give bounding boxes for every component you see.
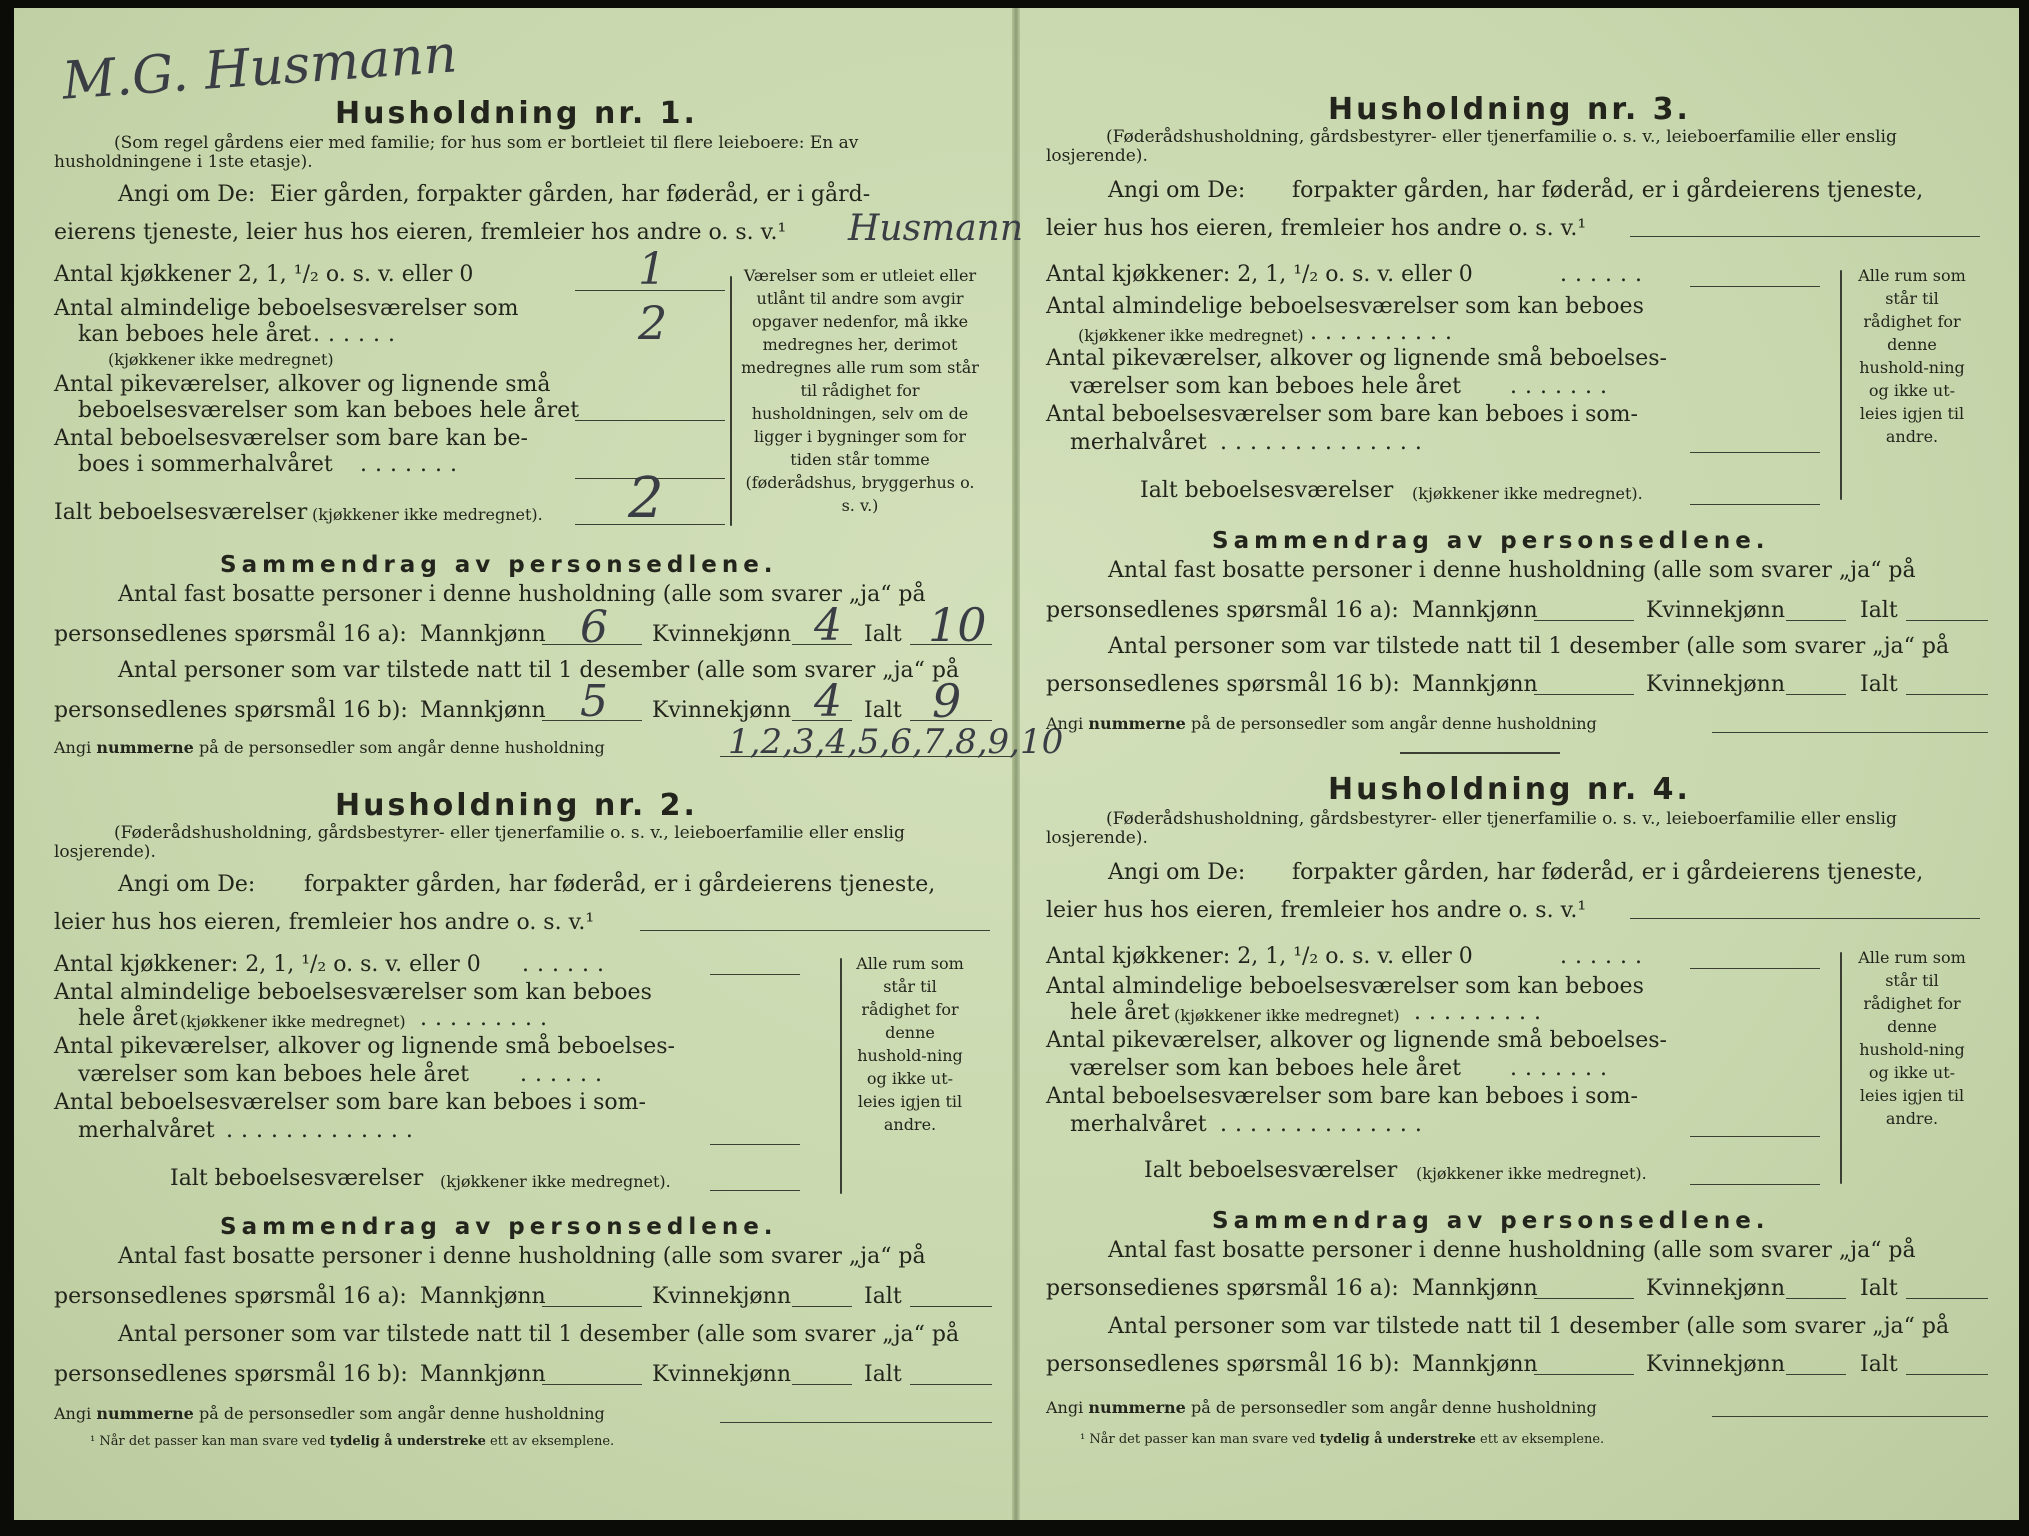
right-footnote: ¹ Når det passer kan man svare ved tydelig å understreke ett av eksemplene. (1080, 1432, 1605, 1447)
h1-side-note: Værelser som er utleiet eller utlånt til andre som avgir opgaver nedenfor, må ikke medregnes her, derimot medregnes alle rum som står til rådighet for husholdningen, selv om de ligger i bygninger som for tiden står tomme (føderådshus, bryggerhus o. s. v.) (741, 266, 979, 515)
h1-ordinary-label: Antal almindelige beboelsesværelser som (54, 296, 519, 321)
h4-16b-women-line (1786, 1374, 1846, 1375)
h2-side-note: Alle rum som står til rådighet for denne hushold-ning og ikke ut-leies igjen til andre. (856, 954, 964, 1134)
h1-kitchens-value: 1 (638, 244, 666, 295)
h2-16a-women-line (792, 1306, 852, 1307)
h4-16a-women-label: Kvinnekjønn (1646, 1276, 1785, 1301)
h2-brace (840, 958, 842, 1194)
h2-16a-total-label: Ialt (864, 1284, 902, 1309)
h3-side-note: Alle rum som står til rådighet for denne hushold-ning og ikke ut-leies igjen til andre. (1858, 266, 1966, 446)
h2-ordinary-label: Antal almindelige beboelsesværelser som kan beboes (54, 980, 652, 1005)
h2-16b-men-line (542, 1384, 642, 1385)
h1-ordinary-dots: ....... (298, 322, 403, 347)
h3-summer-label2: merhalvåret (1070, 430, 1207, 455)
h4-summer-label2: merhalvåret (1070, 1112, 1207, 1137)
h2-16b-total-label: Ialt (864, 1362, 902, 1387)
h1-16b-men-label: Mannkjønn (420, 698, 546, 723)
h4-numbers-line (1712, 1416, 1988, 1417)
h3-summer-line (1690, 452, 1820, 453)
h1-total-note: (kjøkkener ikke medregnet). (312, 505, 543, 524)
h3-present-label: Antal personer som var tilstede natt til 1 desember (alle som svarer „ja“ på (1108, 634, 1950, 659)
h3-total-note: (kjøkkener ikke medregnet). (1412, 484, 1643, 503)
handwritten-annotation: M.G. Husmann (60, 24, 459, 112)
h2-16b-men-label: Mannkjønn (420, 1362, 546, 1387)
household-3-note: (Føderådshusholdning, gårdsbestyrer- eller tjenerfamilie o. s. v., leieboerfamilie eller enslig losjerende). (1046, 127, 1897, 166)
h4-ordinary-note: (kjøkkener ikke medregnet) (1174, 1006, 1400, 1025)
h2-maid-label2: værelser som kan beboes hele året (78, 1062, 469, 1087)
h4-kitchens-label: Antal kjøkkener: 2, 1, ¹/₂ o. s. v. eller 0 (1046, 944, 1473, 969)
h4-summer-label: Antal beboelsesværelser som bare kan beboes i som- (1046, 1084, 1638, 1109)
h1-16b-label: personsedlenes spørsmål 16 b): (54, 698, 408, 723)
left-page (30, 0, 1064, 1510)
h1-ask-line1: Eier gården, forpakter gården, har føderåd, er i gård- (270, 182, 871, 207)
h4-16b-total-label: Ialt (1860, 1352, 1898, 1377)
h4-summer-dots: .............. (1220, 1112, 1430, 1137)
h1-summer-label2: boes i sommerhalvåret (78, 452, 333, 477)
h3-16a-label: personsedlenes spørsmål 16 a): (1046, 598, 1399, 623)
h2-16a-label: personsedlenes spørsmål 16 a): (54, 1284, 407, 1309)
h3-maid-label: Antal pikeværelser, alkover og lignende små beboelses- (1046, 346, 1667, 371)
h3-total-label: Ialt beboelsesværelser (1140, 478, 1394, 503)
h4-ordinary-label: Antal almindelige beboelsesværelser som kan beboes (1046, 974, 1644, 999)
h4-16a-men-line (1534, 1298, 1634, 1299)
h2-ask-line2: leier hus hos eieren, fremleier hos andre o. s. v.¹ (54, 910, 595, 935)
household-2-title: Husholdning nr. 2. (335, 788, 698, 823)
h1-summer-dots: ....... (360, 452, 465, 477)
h1-ordinary-note: (kjøkkener ikke medregnet) (108, 350, 334, 369)
h1-16a-men-value: 6 (580, 602, 608, 653)
h2-summer-line (710, 1144, 800, 1145)
h3-ask-line2: leier hus hos eieren, fremleier hos andre o. s. v.¹ (1046, 216, 1587, 241)
h1-total-value: 2 (628, 466, 664, 531)
h1-16a-total-label: Ialt (864, 622, 902, 647)
h4-16b-label: personsedlenes spørsmål 16 b): (1046, 1352, 1400, 1377)
h4-ask-line (1630, 918, 1980, 919)
h2-present-label: Antal personer som var tilstede natt til 1 desember (alle som svarer „ja“ på (118, 1322, 960, 1347)
h1-16b-men-value: 5 (580, 676, 608, 727)
h4-16b-total-line (1906, 1374, 1988, 1375)
h4-maid-dots: ....... (1510, 1056, 1615, 1081)
h1-16a-women-label: Kvinnekjønn (652, 622, 791, 647)
h3-summer-dots: .............. (1220, 430, 1430, 455)
h3-ask-line (1630, 236, 1980, 237)
h2-16a-total-line (910, 1306, 992, 1307)
h1-16b-women-value: 4 (814, 676, 842, 727)
h4-16a-total-line (1906, 1298, 1988, 1299)
h1-summer-label: Antal beboelsesværelser som bare kan be- (54, 426, 528, 451)
h4-numbers-label: Angi nummerne på de personsedler som angår denne husholdning (1046, 1398, 1597, 1417)
h2-ordinary-label2: hele året (78, 1006, 178, 1031)
h4-kitchens-dots: ...... (1560, 944, 1650, 969)
h4-summary-title: Sammendrag av personsedlene. (1212, 1208, 1770, 1234)
h2-fixed-label: Antal fast bosatte personer i denne husholdning (alle som svarer „ja“ på (118, 1244, 926, 1269)
h2-16a-men-label: Mannkjønn (420, 1284, 546, 1309)
h4-ask-line1: forpakter gården, har føderåd, er i gårdeierens tjeneste, (1292, 860, 1924, 885)
h4-fixed-label: Antal fast bosatte personer i denne husholdning (alle som svarer „ja“ på (1108, 1238, 1916, 1263)
h2-16b-women-line (792, 1384, 852, 1385)
h3-ordinary-label: Antal almindelige beboelsesværelser som kan beboes (1046, 294, 1644, 319)
h4-total-note: (kjøkkener ikke medregnet). (1416, 1164, 1647, 1183)
h3-fixed-label: Antal fast bosatte personer i denne husholdning (alle som svarer „ja“ på (1108, 558, 1916, 583)
h1-numbers-label: Angi nummerne på de personsedler som angår denne husholdning (54, 738, 605, 757)
h4-ordinary-label2: hele året (1070, 1000, 1170, 1025)
h1-ordinary-value: 2 (638, 296, 668, 350)
h1-fixed-label: Antal fast bosatte personer i denne husholdning (alle som svarer „ja“ på (118, 582, 926, 607)
h3-maid-dots: ....... (1510, 374, 1615, 399)
h3-summary-title: Sammendrag av personsedlene. (1212, 528, 1770, 554)
h1-brace (730, 276, 732, 526)
h4-16b-women-label: Kvinnekjønn (1646, 1352, 1785, 1377)
h2-ordinary-dots: ......... (420, 1006, 555, 1031)
h2-numbers-line (720, 1422, 992, 1423)
household-2-note: (Føderådshusholdning, gårdsbestyrer- eller tjenerfamilie o. s. v., leieboerfamilie eller enslig losjerende). (54, 823, 905, 862)
h1-present-label: Antal personer som var tilstede natt til 1 desember (alle som svarer „ja“ på (118, 658, 960, 683)
h4-brace (1840, 952, 1842, 1184)
h2-16b-label: personsedlenes spørsmål 16 b): (54, 1362, 408, 1387)
h1-16a-label: personsedlenes spørsmål 16 a): (54, 622, 407, 647)
h2-total-line (710, 1190, 800, 1191)
h1-maid-line (575, 420, 725, 421)
h4-16a-total-label: Ialt (1860, 1276, 1898, 1301)
h1-ask-answer: Husmann (848, 208, 1024, 249)
h4-16a-women-line (1786, 1298, 1846, 1299)
h3-16a-men-line (1534, 620, 1634, 621)
h3-ask-label: Angi om De: (1108, 178, 1246, 203)
h2-16a-women-label: Kvinnekjønn (652, 1284, 791, 1309)
h3-maid-label2: værelser som kan beboes hele året (1070, 374, 1461, 399)
h3-16b-total-label: Ialt (1860, 672, 1898, 697)
h1-ask-label: Angi om De: (118, 182, 256, 207)
h3-16a-men-label: Mannkjønn (1412, 598, 1538, 623)
h3-summer-label: Antal beboelsesværelser som bare kan beboes i som- (1046, 402, 1638, 427)
h3-16a-women-line (1786, 620, 1846, 621)
h4-ordinary-dots: ......... (1414, 1000, 1549, 1025)
h1-ordinary-label2: kan beboes hele året (78, 322, 312, 347)
h3-ordinary-dots: .......... (1310, 320, 1460, 345)
h2-summary-title: Sammendrag av personsedlene. (220, 1214, 778, 1240)
h4-16a-men-label: Mannkjønn (1412, 1276, 1538, 1301)
h3-ask-line1: forpakter gården, har føderåd, er i gårdeierens tjeneste, (1292, 178, 1924, 203)
h2-kitchens-dots: ...... (522, 952, 612, 977)
h2-summer-label: Antal beboelsesværelser som bare kan beboes i som- (54, 1090, 646, 1115)
left-footnote: ¹ Når det passer kan man svare ved tydelig å understreke ett av eksemplene. (90, 1434, 615, 1449)
h2-ask-label: Angi om De: (118, 872, 256, 897)
h1-16a-men-label: Mannkjønn (420, 622, 546, 647)
h4-summer-line (1690, 1136, 1820, 1137)
h3-numbers-label: Angi nummerne på de personsedler som angår denne husholdning (1046, 714, 1597, 733)
h1-maid-label: Antal pikeværelser, alkover og lignende små (54, 372, 551, 397)
h2-ask-line1: forpakter gården, har føderåd, er i gårdeierens tjeneste, (304, 872, 936, 897)
h3-16b-total-line (1906, 694, 1988, 695)
h1-16b-total-label: Ialt (864, 698, 902, 723)
right-page (1030, 0, 1990, 1510)
h2-16a-men-line (542, 1306, 642, 1307)
h4-16a-label: personsedienes spørsmål 16 a): (1046, 1276, 1399, 1301)
h3-separator (1400, 752, 1560, 754)
h2-kitchens-line (710, 974, 800, 975)
h4-present-label: Antal personer som var tilstede natt til 1 desember (alle som svarer „ja“ på (1108, 1314, 1950, 1339)
h2-kitchens-label: Antal kjøkkener: 2, 1, ¹/₂ o. s. v. eller 0 (54, 952, 481, 977)
h1-16a-total-value: 10 (928, 598, 987, 652)
h3-numbers-line (1712, 732, 1988, 733)
h1-summary-title: Sammendrag av personsedlene. (220, 552, 778, 578)
household-1-title: Husholdning nr. 1. (335, 96, 698, 131)
h1-maid-label2: beboelsesværelser som kan beboes hele året (78, 398, 580, 423)
h1-kitchens-label: Antal kjøkkener 2, 1, ¹/₂ o. s. v. eller 0 (54, 262, 474, 287)
household-3-title: Husholdning nr. 3. (1328, 92, 1691, 127)
h3-16b-women-line (1786, 694, 1846, 695)
h2-16b-women-label: Kvinnekjønn (652, 1362, 791, 1387)
h3-16b-men-label: Mannkjønn (1412, 672, 1538, 697)
h1-total-label: Ialt beboelsesværelser (54, 500, 308, 525)
h4-ask-label: Angi om De: (1108, 860, 1246, 885)
h3-brace (1840, 270, 1842, 500)
h2-total-label: Ialt beboelsesværelser (170, 1166, 424, 1191)
h2-maid-label: Antal pikeværelser, alkover og lignende små beboelses- (54, 1034, 675, 1059)
h3-16a-women-label: Kvinnekjønn (1646, 598, 1785, 623)
h3-16b-men-line (1534, 694, 1634, 695)
household-4-note: (Føderådshusholdning, gårdsbestyrer- eller tjenerfamilie o. s. v., leieboerfamilie eller enslig losjerende). (1046, 809, 1897, 848)
h3-kitchens-label: Antal kjøkkener: 2, 1, ¹/₂ o. s. v. eller 0 (1046, 262, 1473, 287)
h4-total-line (1690, 1184, 1820, 1185)
h1-16b-total-value: 9 (932, 674, 962, 728)
h1-16a-women-value: 4 (814, 600, 842, 651)
h2-numbers-label: Angi nummerne på de personsedler som angår denne husholdning (54, 1404, 605, 1423)
household-1-note: (Som regel gårdens eier med familie; for hus som er bortleiet til flere leieboere: En av husholdningene i 1ste etasje). (54, 133, 859, 172)
h3-ordinary-note: (kjøkkener ikke medregnet) (1078, 326, 1304, 345)
h4-maid-label2: værelser som kan beboes hele året (1070, 1056, 1461, 1081)
h3-total-line (1690, 504, 1820, 505)
h2-ask-line (640, 930, 990, 931)
h3-kitchens-line (1690, 286, 1820, 287)
h3-kitchens-dots: ...... (1560, 262, 1650, 287)
h4-16b-men-label: Mannkjønn (1412, 1352, 1538, 1377)
h4-maid-label: Antal pikeværelser, alkover og lignende små beboelses- (1046, 1028, 1667, 1053)
h4-16b-men-line (1534, 1374, 1634, 1375)
h2-total-note: (kjøkkener ikke medregnet). (440, 1172, 671, 1191)
h3-16b-women-label: Kvinnekjønn (1646, 672, 1785, 697)
h3-16a-total-line (1906, 620, 1988, 621)
h3-16b-label: personsedlenes spørsmål 16 b): (1046, 672, 1400, 697)
h4-total-label: Ialt beboelsesværelser (1144, 1158, 1398, 1183)
h2-summer-dots: ............. (226, 1118, 421, 1143)
h2-16b-total-line (910, 1384, 992, 1385)
household-4-title: Husholdning nr. 4. (1328, 772, 1691, 807)
h3-16a-total-label: Ialt (1860, 598, 1898, 623)
h1-16b-women-label: Kvinnekjønn (652, 698, 791, 723)
h2-maid-dots: ...... (520, 1062, 610, 1087)
h2-summer-label2: merhalvåret (78, 1118, 215, 1143)
h4-ask-line2: leier hus hos eieren, fremleier hos andre o. s. v.¹ (1046, 898, 1587, 923)
h4-side-note: Alle rum som står til rådighet for denne hushold-ning og ikke ut-leies igjen til andre. (1858, 948, 1966, 1128)
h2-ordinary-note: (kjøkkener ikke medregnet) (180, 1012, 406, 1031)
h1-numbers-value: 1,2,3,4,5,6,7,8,9,10 (728, 722, 1064, 762)
h1-ask-line2: eierens tjeneste, leier hus hos eieren, fremleier hos andre o. s. v.¹ (54, 220, 787, 245)
h4-kitchens-line (1690, 968, 1820, 969)
